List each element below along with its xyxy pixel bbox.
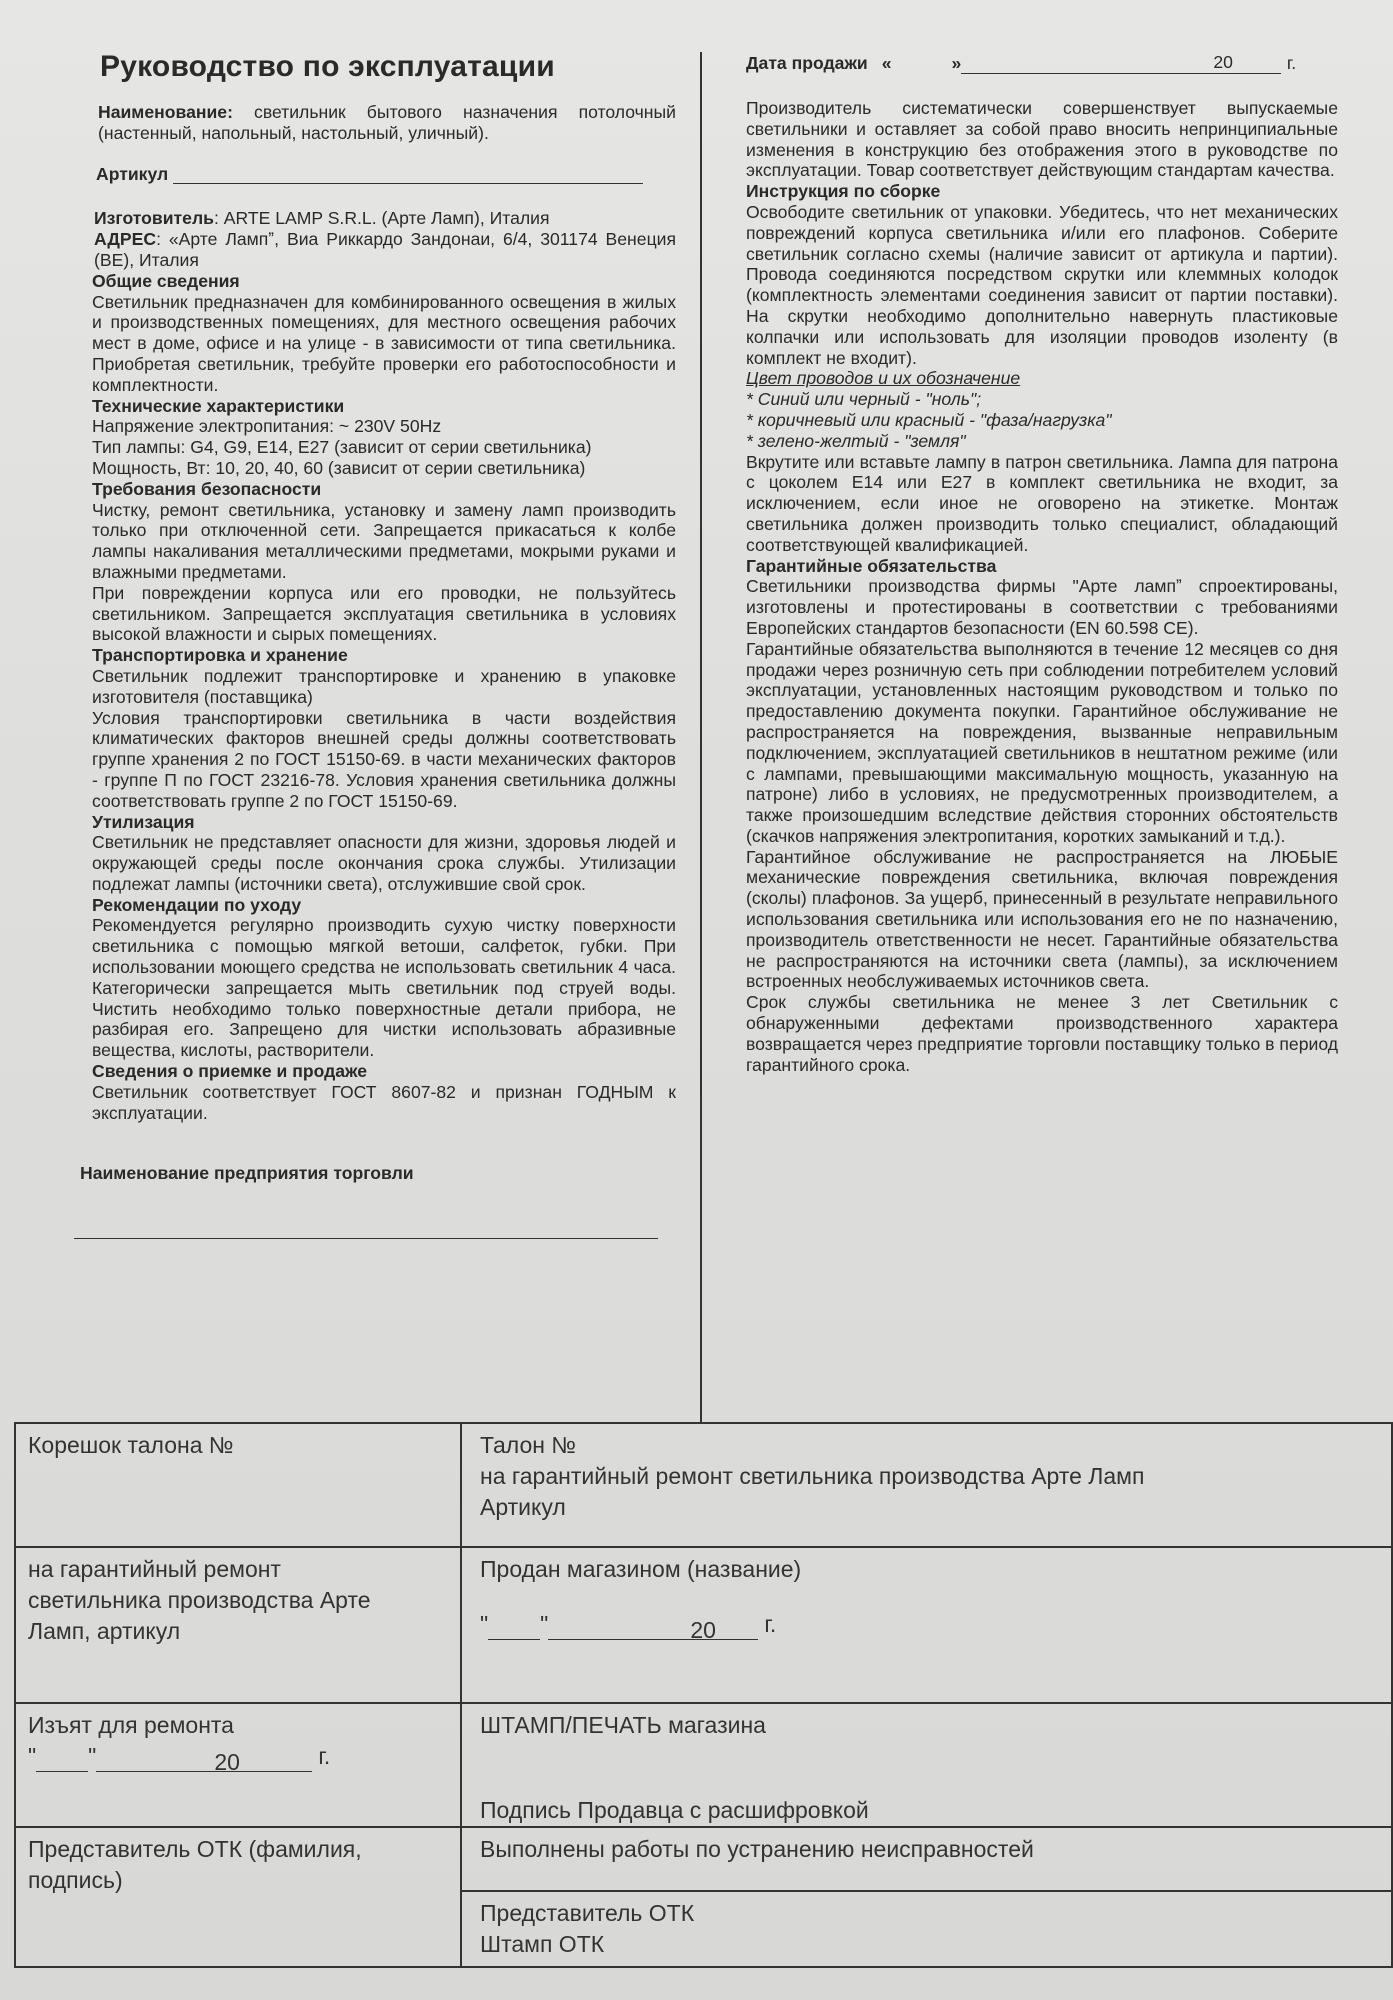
withdrawn-year: 20 (214, 1749, 240, 1775)
article-blank (173, 165, 643, 184)
general-text: Светильник предназначен для комбинированного освещения в жилых и производственных помещениях, для местного освещения рабочих мест в доме, офисе и на улице - в зависимости от типа светильника. Приобретая светильник, требуйте проверки его работоспособности и комплектности. (92, 291, 676, 395)
sale-date-row (746, 52, 1338, 74)
stamp-cell (461, 1703, 1392, 1827)
coupon-title: Талон № (480, 1432, 577, 1458)
otk-rep-right: Представитель ОТК (480, 1900, 695, 1926)
warranty-text: Гарантийное обслуживание не распространяется на ЛЮБЫЕ механические повреждения светильника, включая повреждения (сколы) плафонов. За ущерб, принесенный в результате неправильного использования светильника или использования его не по назначению, производитель ответственности не несет. Гарантийные обязательства не распространяются на источники света (лампы), за исключением встроенных необслуживаемых источников света. (746, 846, 1338, 992)
acceptance-text: Светильник соответствует ГОСТ 8607-82 и признан ГОДНЫМ к эксплуатации. (92, 1081, 676, 1123)
withdrawn-month-blank (96, 1747, 214, 1772)
tech-heading: Технические характеристики (92, 395, 345, 416)
wire-line: * коричневый или красный - "фаза/нагрузка" (746, 409, 1112, 430)
acceptance-heading: Сведения о приемке и продаже (92, 1061, 368, 1082)
sold-quote-close: " (540, 1611, 549, 1637)
manufacturer (94, 208, 676, 229)
safety-heading: Требования безопасности (92, 478, 322, 499)
sold-month-blank (548, 1615, 690, 1640)
safety-text: Чистку, ремонт светильника, установку и замену ламп производить только при отключенной сети. Запрещается прикасаться к колбе лампы накаливания металлическими предметами, мокрыми руками и влажными предметами. (92, 499, 676, 582)
wire-line: * Синий или черный - "ноль"; (746, 389, 982, 410)
assembly-heading: Инструкция по сборке (746, 181, 941, 202)
withdrawn-label: Изъят для ремонта (28, 1712, 234, 1738)
article-label: Артикул (96, 163, 169, 184)
sale-date-open: « (881, 53, 892, 73)
works-done-cell (461, 1827, 1392, 1891)
sale-date-label: Дата продажи (746, 53, 868, 73)
tech-line: Мощность, Вт: 10, 20, 40, 60 (зависит от серии светильника) (92, 457, 586, 478)
sale-year-blank (1233, 55, 1281, 74)
product-name-text: светильник бытового назначения потолочный (настенный, напольный, настольный, уличный). (98, 102, 676, 143)
disposal-text: Светильник не представляет опасности для жизни, здоровья людей и окружающей среды после окончания срока службы. Утилизации подлежат лампы (источники света), отслужившие свой срок. (92, 832, 676, 894)
right-column (746, 52, 1338, 1075)
tech-line: Напряжение электропитания: ~ 230V 50Hz (92, 416, 442, 437)
otk-rep-cell (15, 1827, 461, 1967)
sold-date-row (480, 1609, 1379, 1643)
seller-signature-label: Подпись Продавца с расшифровкой (480, 1797, 869, 1823)
care-heading: Рекомендации по уходу (92, 894, 302, 915)
general-heading: Общие сведения (92, 270, 240, 291)
product-name-label: Наименование: (98, 102, 233, 122)
manufacturer-text: : ARTE LAMP S.R.L. (Арте Ламп), Италия (213, 208, 550, 229)
otk-stamp-cell (461, 1891, 1392, 1967)
sold-suffix: г. (764, 1611, 777, 1637)
product-name (98, 102, 676, 144)
transport-text: Условия транспортировки светильника в части воздействия климатических факторов внешней среды должны соответствовать группе хранения 2 по ГОСТ 15150-69. в части механических факторов - группе П по ГОСТ 23216-78. Условия хранения светильника должны соответствовать группе 2 по ГОСТ 15150-69. (92, 707, 676, 811)
shop-name-blank (74, 1220, 658, 1239)
assembly-text: Освободите светильник от упаковки. Убедитесь, что нет механических повреждений корпуса светильника и/или его плафонов. Соберите светильник согласно схемы (наличие зависит от артикула и партии). Провода соединяются посредством скрутки или клеммных колодок (комплектность элементами соединения зависит от партии поставки). На скрутки необходимо дополнительно навернуть пластиковые колпачки или использовать для изоляции проводов изоленту (в комплект не входит). (746, 201, 1338, 368)
withdrawn-quote-open: " (28, 1743, 37, 1769)
sold-by-label: Продан магазином (название) (480, 1556, 802, 1582)
withdrawn-date-row (28, 1741, 448, 1775)
sold-quote-open: " (480, 1611, 489, 1637)
address-text: : «Арте Лампˮ, Виа Риккардо Зандонаи, 6/4, 301174 Венеция (ВЕ), Италия (94, 229, 676, 270)
sale-date-suffix: г. (1286, 53, 1297, 73)
disposal-heading: Утилизация (92, 811, 195, 832)
sold-by-cell (461, 1547, 1392, 1703)
sold-year: 20 (690, 1617, 716, 1643)
sale-date-blank (961, 55, 1213, 74)
address (94, 229, 676, 271)
document-title: Руководство по эксплуатации (100, 50, 555, 83)
transport-text: Светильник подлежит транспортировке и хранению в упаковке изготовителя (поставщика) (92, 665, 676, 707)
safety-text: При повреждении корпуса или его проводки, не пользуйтесь светильником. Запрещается эксплуатация светильника в условиях высокой влажности и сырых помещениях. (92, 582, 676, 645)
withdrawn-year-blank (240, 1747, 312, 1772)
sale-date-year: 20 (1213, 52, 1233, 72)
warranty-text: Светильники производства фирмы "Арте лампˮ спроектированы, изготовлены и протестированы в соответствии с требованиями Европейских стандартов безопасности (EN 60.598 CE). (746, 576, 1338, 638)
withdrawn-cell (15, 1703, 461, 1827)
warranty-coupon (14, 1422, 1393, 1957)
article-field (96, 164, 676, 185)
tech-line: Тип лампы: G4, G9, E14, E27 (зависит от серии светильника) (92, 437, 592, 458)
wire-heading: Цвет проводов и их обозначение (746, 368, 1021, 389)
transport-heading: Транспортировка и хранение (92, 645, 348, 666)
stub-repair-text: на гарантийный ремонт светильника производства Арте Ламп, артикул (28, 1556, 371, 1644)
withdrawn-quote-close: " (88, 1743, 97, 1769)
sale-date-close: » (951, 53, 962, 73)
sold-day-blank (488, 1615, 540, 1640)
sold-year-blank (716, 1615, 758, 1640)
stub-title-cell (15, 1423, 461, 1547)
coupon-title-cell (461, 1423, 1392, 1547)
manufacturer-label: Изготовитель (94, 208, 214, 229)
withdrawn-day-blank (36, 1747, 88, 1772)
otk-stamp: Штамп ОТК (480, 1931, 605, 1957)
stub-title: Корешок талона № (28, 1432, 234, 1458)
works-done-label: Выполнены работы по устранению неисправностей (480, 1836, 1034, 1862)
coupon-article: Артикул (480, 1494, 566, 1520)
coupon-subtitle: на гарантийный ремонт светильника производства Арте Ламп (480, 1463, 1145, 1489)
coupon-table (14, 1422, 1393, 1968)
shop-name-label: Наименование предприятия торговли (80, 1163, 414, 1184)
stamp-label: ШТАМП/ПЕЧАТЬ магазина (480, 1712, 766, 1738)
care-text: Рекомендуется регулярно производить сухую чистку поверхности светильника с помощью мягкой ветоши, салфеток, губки. При использовании моющего средства не использовать светильник 4 часа. Категорически запрещается мыть светильник под струей воды. Чистить необходимо только поверхностные детали прибора, не разбирая его. Запрещено для чистки использовать абразивные вещества, кислоты, растворители. (92, 915, 676, 1061)
warranty-text: Гарантийные обязательства выполняются в течение 12 месяцев со дня продажи через розничную сеть при соблюдении потребителем условий эксплуатации, установленных настоящим руководством и только по предоставлению документа покупки. Гарантийное обслуживание не распространяется на повреждения, вызванные неправильным подключением, эксплуатацией светильников в нештатном режиме (или с лампами, превышающими максимальную мощность, указанную на патроне) либо в условиях, не предусмотренных производителем, а также произошедшим вследствие действия сторонних обстоятельств (скачков напряжения электропитания, коротких замыканий и т.д.). (746, 638, 1338, 846)
wire-line: * зелено-желтый - "земля" (746, 430, 966, 451)
manufacturer-note: Производитель систематически совершенствует выпускаемые светильники и оставляет за собой право вносить непринципиальные изменения в конструкцию без отображения этого в руководстве по эксплуатации. Товар соответствует действующим стандартам качества. (746, 98, 1338, 181)
left-column (76, 42, 676, 1239)
lamp-text: Вкрутите или вставьте лампу в патрон светильника. Лампа для патрона с цоколем E14 или E27 в комплект светильника не входит, за исключением, если иное не оговорено на этикетке. Монтаж светильника должен производить только специалист, обладающий соответствующей квалификацией. (746, 451, 1338, 555)
stub-repair-cell (15, 1547, 461, 1703)
service-life-text: Срок службы светильника не менее 3 лет Светильник с обнаруженными дефектами производственного характера возвращается через предприятие торговли поставщику только в период гарантийного срока. (746, 992, 1338, 1075)
warranty-heading: Гарантийные обязательства (746, 555, 997, 576)
column-divider (700, 52, 702, 1424)
otk-rep-label: Представитель ОТК (фамилия, подпись) (28, 1836, 362, 1893)
withdrawn-suffix: г. (318, 1743, 331, 1769)
address-label: АДРЕС (94, 229, 157, 250)
